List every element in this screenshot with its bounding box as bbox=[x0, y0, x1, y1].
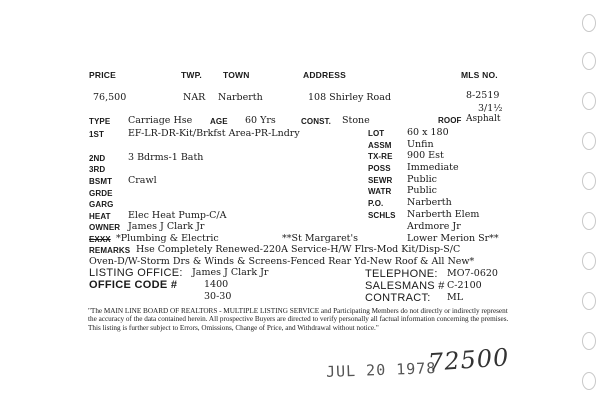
disclaimer: "The MAIN LINE BOARD OF REALTORS - MULTIPLE LISTING SERVICE and Participating Members do not directly or indirectly represent the accuracy of the data contained herein. All prospective Buyers are directed to verify personally all factual information concerning the premises. This listing is further subject to Errors, Omissions, Change of Price, and Withdrawal without notice." bbox=[88, 307, 509, 332]
sewr-label: SEWR bbox=[368, 176, 393, 185]
floor1-label: 1ST bbox=[89, 130, 104, 139]
listing-office-label: LISTING OFFICE: bbox=[89, 267, 183, 279]
remarks-line1: Hse Completely Renewed-220A Service-H/W Flrs-Mod Kit/Disp-S/C bbox=[136, 244, 461, 255]
bsmt-label: BSMT bbox=[89, 177, 113, 186]
watr-label: WATR bbox=[368, 187, 392, 196]
church-note: **St Margaret's bbox=[282, 233, 358, 244]
binder-hole bbox=[582, 92, 596, 110]
assm-value: Unfin bbox=[407, 139, 434, 150]
floor3-label: 3RD bbox=[89, 165, 106, 174]
salesmans-label: SALESMANS # bbox=[365, 280, 445, 292]
bsmt-value: Crawl bbox=[128, 175, 157, 186]
mls-value: 8-2519 bbox=[466, 90, 500, 101]
contract-label: CONTRACT: bbox=[365, 292, 431, 304]
binder-hole bbox=[582, 212, 596, 230]
poss-value: Immediate bbox=[407, 162, 459, 173]
school-note: Lower Merion Sr** bbox=[407, 233, 499, 244]
schls-label: SCHLS bbox=[368, 211, 396, 220]
remarks-label: REMARKS bbox=[89, 246, 131, 255]
twp-label: TWP. bbox=[181, 70, 202, 80]
salesmans-value: C-2100 bbox=[447, 280, 482, 291]
price-label: PRICE bbox=[89, 70, 116, 80]
po-value: Narberth bbox=[407, 197, 452, 208]
mls-label: MLS NO. bbox=[461, 70, 498, 80]
extra-value: *Plumbing & Electric bbox=[116, 233, 219, 244]
date-stamp: JUL 20 1978 bbox=[325, 359, 437, 381]
age-label: AGE bbox=[210, 117, 228, 126]
tx-re-label: TX-RE bbox=[368, 152, 393, 161]
poss-label: POSS bbox=[368, 164, 391, 173]
garg-label: GARG bbox=[89, 200, 114, 209]
address-label: ADDRESS bbox=[303, 70, 346, 80]
extra-label: EXXX bbox=[89, 235, 111, 244]
town-value: Narberth bbox=[218, 92, 263, 103]
schls-value: Narberth Elem bbox=[407, 209, 480, 220]
const-label: CONST. bbox=[301, 117, 331, 126]
schls-value-2: Ardmore Jr bbox=[407, 221, 461, 232]
binder-hole bbox=[582, 292, 596, 310]
po-label: P.O. bbox=[368, 199, 384, 208]
owner-label: OWNER bbox=[89, 223, 121, 232]
binder-hole bbox=[582, 14, 596, 32]
roof-label: ROOF bbox=[438, 116, 462, 125]
twp-value: NAR bbox=[183, 92, 206, 103]
fraction-value: 3/1½ bbox=[478, 103, 503, 114]
handwritten-price: 72500 bbox=[427, 343, 511, 377]
contract-value: ML bbox=[447, 292, 464, 303]
const-value: Stone bbox=[342, 115, 370, 126]
sewr-value: Public bbox=[407, 174, 437, 185]
watr-value: Public bbox=[407, 185, 437, 196]
floor1-value: EF-LR-DR-Kit/Brkfst Area-PR-Lndry bbox=[128, 128, 300, 139]
town-label: TOWN bbox=[223, 70, 250, 80]
age-value: 60 Yrs bbox=[245, 115, 276, 126]
lot-value: 60 x 180 bbox=[407, 127, 449, 138]
binder-hole bbox=[582, 332, 596, 350]
owner-value: James J Clark Jr bbox=[128, 221, 205, 232]
binder-hole bbox=[582, 172, 596, 190]
binder-hole bbox=[582, 252, 596, 270]
binder-hole bbox=[582, 372, 596, 390]
type-value: Carriage Hse bbox=[128, 115, 193, 126]
type-label: TYPE bbox=[89, 117, 111, 126]
binder-hole bbox=[582, 52, 596, 70]
floor2-value: 3 Bdrms-1 Bath bbox=[128, 152, 204, 163]
tx-re-value: 900 Est bbox=[407, 150, 444, 161]
price-value: 76,500 bbox=[93, 92, 127, 103]
remarks-line2: Oven-D/W-Storm Drs & Winds & Screens-Fenced Rear Yd-New Roof & All New* bbox=[89, 256, 475, 267]
binder-hole bbox=[582, 132, 596, 150]
office-code-label: OFFICE CODE # bbox=[89, 279, 178, 291]
office-code-value: 1400 bbox=[204, 279, 229, 290]
heat-value: Elec Heat Pump-C/A bbox=[128, 210, 227, 221]
roof-value: Asphalt bbox=[466, 114, 501, 124]
assm-label: ASSM bbox=[368, 141, 392, 150]
floor2-label: 2ND bbox=[89, 154, 106, 163]
grde-label: GRDE bbox=[89, 189, 113, 198]
telephone-value: MO7-0620 bbox=[447, 268, 498, 279]
address-value: 108 Shirley Road bbox=[308, 92, 392, 103]
telephone-label: TELEPHONE: bbox=[365, 268, 438, 280]
listing-office-value: James J Clark Jr bbox=[192, 267, 269, 278]
heat-label: HEAT bbox=[89, 212, 111, 221]
lot-label: LOT bbox=[368, 129, 385, 138]
office-code-extra: 30-30 bbox=[204, 291, 232, 302]
